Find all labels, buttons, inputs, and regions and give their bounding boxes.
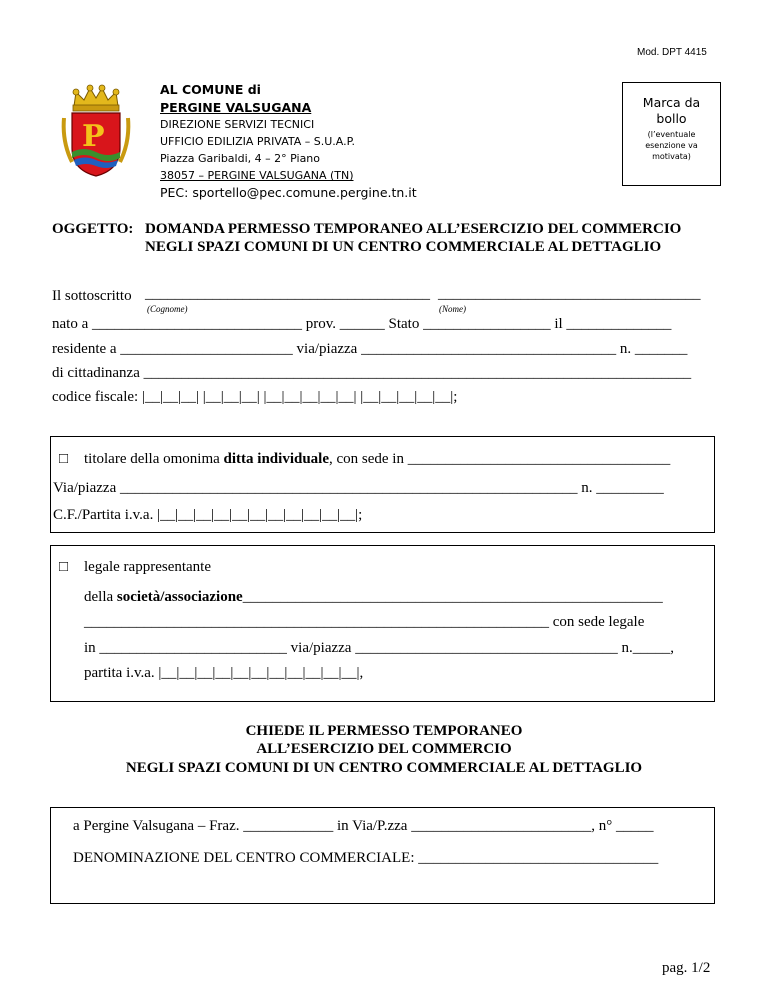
request-line2: ALL’ESERCIZIO DEL COMMERCIO bbox=[256, 741, 512, 757]
birth-line[interactable]: nato a ____________________________ prov. ______ Stato _________________ il ______________ bbox=[52, 316, 672, 332]
first-name-hint: (Nome) bbox=[439, 304, 466, 314]
company-seat-line[interactable]: ______________________________________________________________ con sede legale bbox=[84, 614, 645, 630]
citizenship-line[interactable]: di cittadinanza _________________________________________________________________________ bbox=[52, 365, 692, 381]
first-name-field[interactable]: ___________________________________ bbox=[438, 286, 701, 302]
location-address-line[interactable]: a Pergine Valsugana – Fraz. ____________ in Via/P.zza ________________________, n° _____ bbox=[73, 818, 654, 834]
location-section bbox=[50, 807, 715, 904]
individual-business-checkbox[interactable]: □ bbox=[59, 451, 69, 467]
business-street-line[interactable]: Via/piazza _____________________________________________________________ n. _________ bbox=[53, 480, 664, 496]
legal-representative-checkbox[interactable]: □ bbox=[59, 559, 69, 575]
company-vat-line[interactable]: partita i.v.a. |__|__|__|__|__|__|__|__|__|__|__|, bbox=[84, 665, 364, 681]
stamp-note-line3: motivata) bbox=[652, 152, 691, 161]
office-unit: UFFICIO EDILIZIA PRIVATA – S.U.A.P. bbox=[160, 135, 356, 148]
legal-representative-title: legale rappresentante bbox=[84, 559, 212, 575]
stamp-note-line1: (l’eventuale bbox=[647, 130, 696, 139]
company-address-line[interactable]: in _________________________ via/piazza ___________________________________ n._____, bbox=[84, 640, 674, 656]
subject-label: OGGETTO: bbox=[52, 221, 134, 237]
logo-letter: P bbox=[82, 119, 105, 154]
surname-field[interactable]: ______________________________________ bbox=[145, 286, 430, 302]
page-number: pag. 1/2 bbox=[662, 960, 711, 976]
office-department: DIREZIONE SERVIZI TECNICI bbox=[160, 118, 315, 131]
company-bold: società/associazione bbox=[116, 589, 243, 605]
form-code: Mod. DPT 4415 bbox=[637, 47, 707, 58]
office-city: 38057 – PERGINE VALSUGANA (TN) bbox=[160, 169, 354, 182]
revenue-stamp-box bbox=[622, 82, 721, 186]
request-line3: NEGLI SPAZI COMUNI DI UN CENTRO COMMERCIALE AL DETTAGLIO bbox=[125, 760, 643, 776]
stamp-title-line2: bollo bbox=[656, 111, 687, 126]
office-address: Piazza Garibaldi, 4 – 2° Piano bbox=[160, 152, 321, 165]
surname-hint: (Cognome) bbox=[147, 304, 188, 314]
residence-line[interactable]: residente a _______________________ via/piazza __________________________________ n. _______ bbox=[52, 341, 688, 357]
subject-line2: NEGLI SPAZI COMUNI DI UN CENTRO COMMERCIALE AL DETTAGLIO bbox=[145, 239, 662, 255]
individual-business-section bbox=[50, 436, 715, 533]
individual-business-bold: ditta individuale bbox=[223, 451, 329, 467]
addressee-line2: PERGINE VALSUGANA bbox=[160, 100, 312, 115]
addressee-line1: AL COMUNE di bbox=[160, 82, 261, 97]
legal-representative-section bbox=[50, 545, 715, 702]
request-line1: CHIEDE IL PERMESSO TEMPORANEO bbox=[245, 723, 523, 739]
municipal-coat-of-arms-icon bbox=[60, 82, 132, 182]
individual-business-text: titolare della omonima ditta individuale, con sede in ___________________________________ bbox=[84, 451, 671, 467]
shopping-center-name-line[interactable]: DENOMINAZIONE DEL CENTRO COMMERCIALE: ________________________________ bbox=[73, 850, 659, 866]
business-vat-line[interactable]: C.F./Partita i.v.a. |__|__|__|__|__|__|__|__|__|__|__|; bbox=[53, 507, 363, 523]
stamp-note-line2: esenzione va bbox=[645, 141, 698, 150]
stamp-title-line1: Marca da bbox=[642, 95, 701, 110]
subject-line1: DOMANDA PERMESSO TEMPORANEO ALL’ESERCIZIO DEL COMMERCIO bbox=[145, 221, 682, 237]
tax-code-line[interactable]: codice fiscale: |__|__|__| |__|__|__| |__|__|__|__|__| |__|__|__|__|__|; bbox=[52, 389, 458, 405]
pec-address: PEC: sportello@pec.comune.pergine.tn.it bbox=[160, 185, 417, 200]
company-line[interactable]: della società/associazione________________________________________________________ bbox=[84, 589, 663, 605]
applicant-label: Il sottoscritto bbox=[52, 288, 132, 304]
